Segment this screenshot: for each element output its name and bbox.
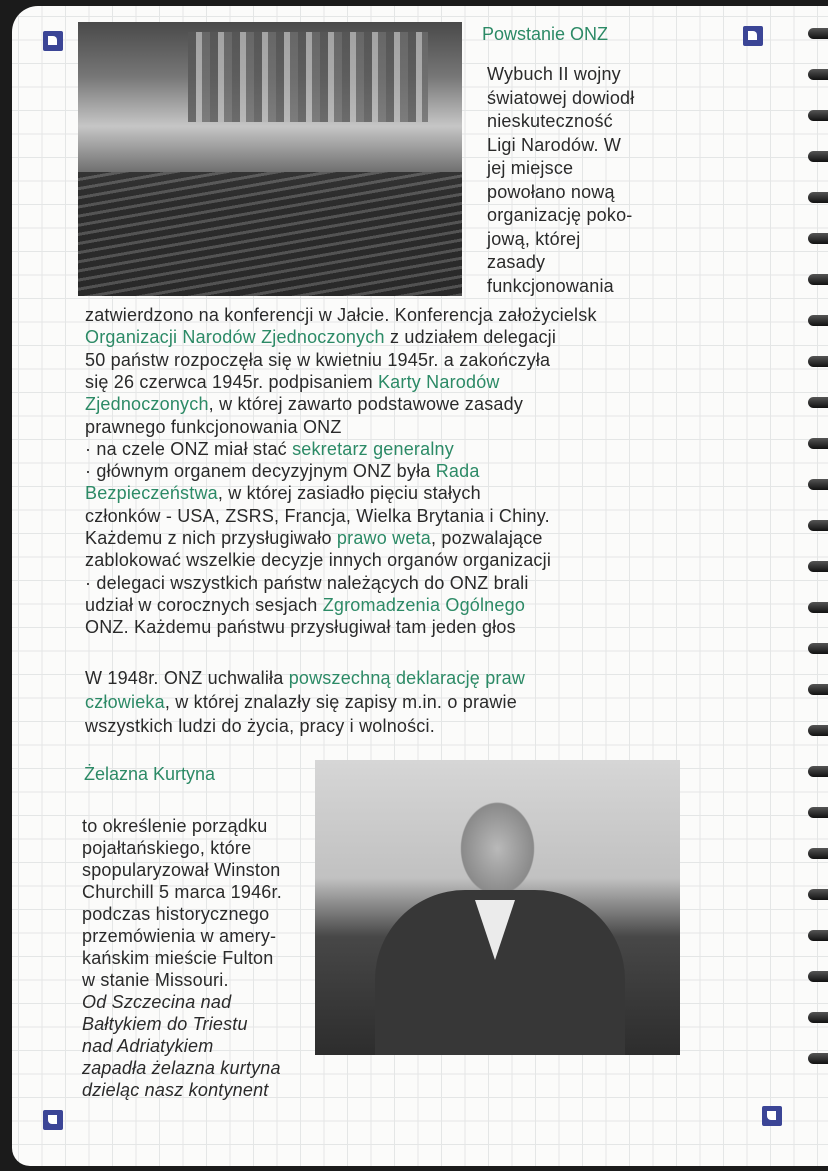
spiral-ring bbox=[808, 561, 828, 572]
corner-marker-icon bbox=[743, 26, 763, 46]
photo-un-conference bbox=[78, 22, 462, 296]
text-segment: zablokować wszelkie decyzje innych organów organizacji bbox=[85, 550, 552, 571]
text-segment: 50 państw rozpoczęła się w kwietniu 1945r. a zakończyła bbox=[85, 349, 551, 370]
text-segment: , w której zasiadło pięciu stałych bbox=[217, 483, 481, 504]
text-segment: prawnego funkcjonowania ONZ bbox=[85, 416, 342, 437]
text-segment: udział w corocznych sesjach bbox=[85, 594, 323, 615]
text-line: organizację poko- bbox=[487, 205, 633, 225]
text-line: nad Adriatykiem bbox=[82, 1036, 214, 1056]
spiral-ring bbox=[808, 766, 828, 777]
text-line: jej miejsce bbox=[487, 158, 574, 178]
text-line: w stanie Missouri. bbox=[82, 970, 229, 990]
text-line bbox=[85, 506, 550, 527]
text-line bbox=[85, 394, 523, 415]
spiral-ring bbox=[808, 848, 828, 859]
text-segment: ONZ. Każdemu państwu przysługiwał tam jeden głos bbox=[85, 617, 516, 638]
text-segment: · delegaci wszystkich państw należących do ONZ brali bbox=[85, 572, 529, 593]
text-line: Wybuch II wojny bbox=[487, 64, 621, 84]
text-line: przemówienia w amery- bbox=[82, 926, 277, 946]
text-line: Ligi Narodów. W bbox=[487, 134, 622, 155]
spiral-ring bbox=[808, 356, 828, 367]
highlighted-term: człowieka bbox=[85, 692, 165, 712]
text-line bbox=[85, 439, 454, 460]
spiral-ring bbox=[808, 28, 828, 39]
text-line bbox=[85, 350, 550, 371]
photo-winston-churchill bbox=[315, 760, 680, 1055]
spiral-ring bbox=[808, 397, 828, 408]
text-segment: · głównym organem decyzyjnym ONZ była bbox=[85, 461, 436, 482]
highlighted-term: Organizacji Narodów Zjednoczonych bbox=[85, 327, 385, 348]
spiral-ring bbox=[808, 725, 828, 736]
text-line bbox=[85, 573, 529, 594]
text-line: to określenie porządku bbox=[82, 816, 268, 836]
text-line bbox=[85, 327, 556, 348]
text-line bbox=[85, 483, 481, 504]
spiral-ring bbox=[808, 479, 828, 490]
text-segment: W 1948r. ONZ uchwaliła bbox=[85, 668, 289, 688]
text-line: kańskim mieście Fulton bbox=[82, 948, 274, 968]
text-line bbox=[85, 528, 543, 549]
spiral-ring bbox=[808, 315, 828, 326]
spiral-ring bbox=[808, 971, 828, 982]
highlighted-term: Zgromadzenia Ogólnego bbox=[322, 594, 526, 615]
text-line: światowej dowiodł bbox=[487, 87, 635, 108]
text-segment: , pozwalające bbox=[430, 528, 543, 548]
text-line: spopularyzował Winston bbox=[82, 860, 281, 880]
text-line bbox=[85, 668, 525, 689]
text-line: pojałtańskiego, które bbox=[82, 838, 252, 858]
text-line bbox=[85, 417, 342, 438]
text-line: nieskuteczność bbox=[487, 111, 613, 131]
highlighted-term: Zjednoczonych bbox=[85, 394, 209, 415]
text-line bbox=[85, 716, 435, 737]
spiral-ring bbox=[808, 520, 828, 531]
text-line: Bałtykiem do Triestu bbox=[82, 1014, 248, 1034]
highlighted-term: sekretarz generalny bbox=[292, 438, 454, 459]
text-line bbox=[85, 692, 517, 713]
corner-marker-icon bbox=[43, 31, 63, 51]
highlighted-term: Rada bbox=[435, 461, 480, 482]
spiral-ring bbox=[808, 643, 828, 654]
section-title-iron-curtain: Żelazna Kurtyna bbox=[84, 764, 216, 784]
text-segment: , w której znalazły się zapisy m.in. o prawie bbox=[164, 692, 517, 712]
text-segment: , w której zawarto podstawowe zasady bbox=[208, 394, 524, 415]
text-line: Churchill 5 marca 1946r. bbox=[82, 882, 282, 902]
highlighted-term: powszechną deklarację praw bbox=[288, 668, 526, 688]
spiral-ring bbox=[808, 1012, 828, 1023]
spiral-ring bbox=[808, 889, 828, 900]
spiral-ring bbox=[808, 1053, 828, 1064]
spiral-ring bbox=[808, 69, 828, 80]
text-line: powołano nową bbox=[487, 181, 615, 202]
text-line bbox=[85, 550, 551, 571]
text-segment: · na czele ONZ miał stać bbox=[85, 438, 293, 459]
text-segment: wszystkich ludzi do życia, pracy i wolności. bbox=[85, 716, 435, 736]
spiral-ring bbox=[808, 233, 828, 244]
text-line: Od Szczecina nad bbox=[82, 992, 232, 1012]
spiral-ring bbox=[808, 438, 828, 449]
text-segment: Każdemu z nich przysługiwało bbox=[85, 528, 337, 548]
text-line: funkcjonowania bbox=[487, 275, 614, 296]
text-line bbox=[85, 617, 516, 638]
text-line: zasady bbox=[487, 252, 546, 272]
text-line bbox=[85, 595, 525, 616]
text-line bbox=[85, 461, 480, 482]
text-segment: się 26 czerwca 1945r. podpisaniem bbox=[85, 371, 378, 392]
corner-marker-icon bbox=[762, 1106, 782, 1126]
highlighted-term: Bezpieczeństwa bbox=[85, 483, 218, 504]
spiral-ring bbox=[808, 684, 828, 695]
spiral-ring bbox=[808, 930, 828, 941]
text-line: jową, której bbox=[487, 228, 581, 249]
spiral-ring bbox=[808, 151, 828, 162]
section-title-un-founding: Powstanie ONZ bbox=[482, 24, 609, 44]
spiral-ring bbox=[808, 602, 828, 613]
spiral-ring bbox=[808, 192, 828, 203]
text-line: dzieląc nasz kontynent bbox=[82, 1080, 269, 1100]
highlighted-term: Karty Narodów bbox=[377, 371, 500, 392]
spiral-ring bbox=[808, 807, 828, 818]
text-line bbox=[85, 305, 597, 326]
text-segment: członków - USA, ZSRS, Francja, Wielka Brytania i Chiny. bbox=[85, 505, 550, 526]
text-line: zapadła żelazna kurtyna bbox=[82, 1058, 281, 1078]
corner-marker-icon bbox=[43, 1110, 63, 1130]
spiral-ring bbox=[808, 274, 828, 285]
text-line bbox=[85, 372, 500, 393]
text-line: podczas historycznego bbox=[82, 904, 270, 924]
text-segment: zatwierdzono na konferencji w Jałcie. Konferencja założycielsk bbox=[85, 305, 597, 325]
spiral-ring bbox=[808, 110, 828, 121]
highlighted-term: prawo weta bbox=[336, 528, 431, 548]
text-segment: z udziałem delegacji bbox=[384, 327, 557, 348]
